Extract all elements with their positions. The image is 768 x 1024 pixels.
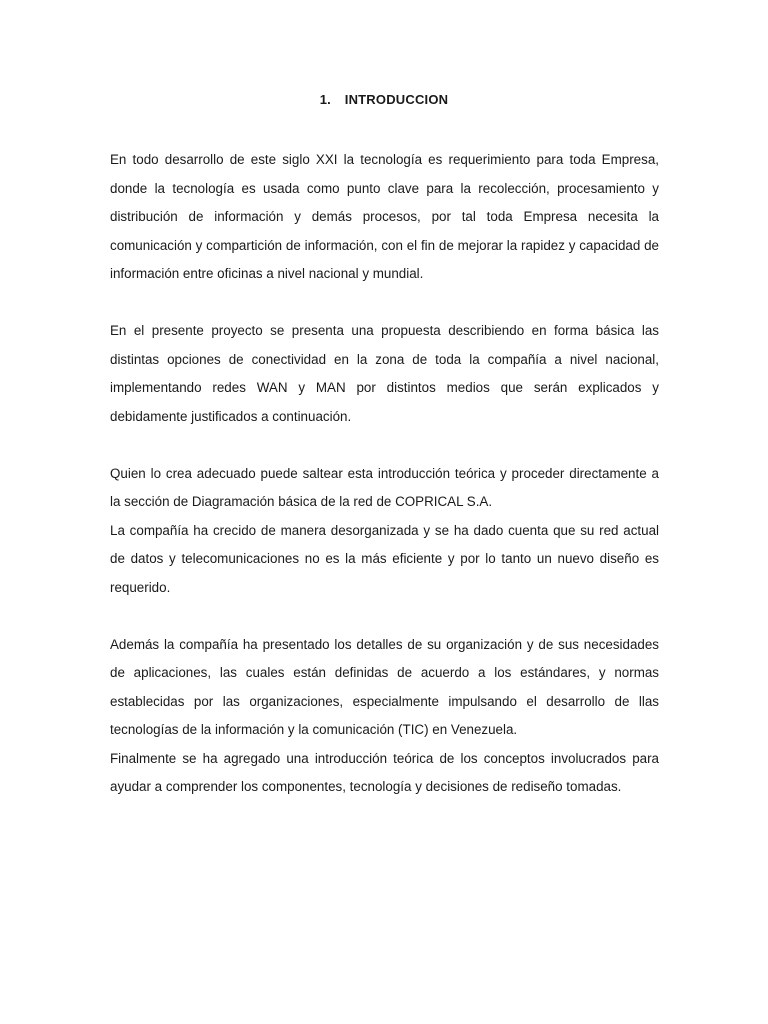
paragraph-4: La compañía ha crecido de manera desorganizada y se ha dado cuenta que su red actual de datos y telecomunicaciones no es la más eficiente y por lo tanto un nuevo diseño es requerido.: [110, 522, 659, 595]
paragraph-3: Quien lo crea adecuado puede saltear esta introducción teórica y proceder directamente a la sección de Diagramación básica de la red de COPRICAL S.A.: [110, 465, 659, 509]
paragraph-6: Finalmente se ha agregado una introducción teórica de los conceptos involucrados para ayudar a comprender los componentes, tecnología y decisiones de rediseño tomadas.: [110, 750, 659, 794]
section-number: 1.: [319, 92, 331, 107]
document-body: [110, 146, 659, 802]
section-heading: [0, 92, 768, 107]
paragraph-2: En el presente proyecto se presenta una propuesta describiendo en forma básica las distintas opciones de conectividad en la zona de toda la compañía a nivel nacional, implementando redes WAN y MAN por distintos medios que serán explicados y debidamente justificados a continuación.: [110, 323, 659, 424]
section-title: INTRODUCCION: [344, 92, 449, 107]
paragraph-5: Además la compañía ha presentado los detalles de su organización y de sus necesidades de aplicaciones, las cuales están definidas de acuerdo a los estándares, y normas establecidas por las organizaciones, especialmente impulsando el desarrollo de llas tecnologías de la información y la comunicación (TIC) en Venezuela.: [110, 636, 659, 737]
paragraph-1: En todo desarrollo de este siglo XXI la tecnología es requerimiento para toda Empresa, donde la tecnología es usada como punto clave para la recolección, procesamiento y distribución de información y demás procesos, por tal toda Empresa necesita la comunicación y compartición de información, con el fin de mejorar la rapidez y capacidad de información entre oficinas a nivel nacional y mundial.: [110, 152, 659, 281]
